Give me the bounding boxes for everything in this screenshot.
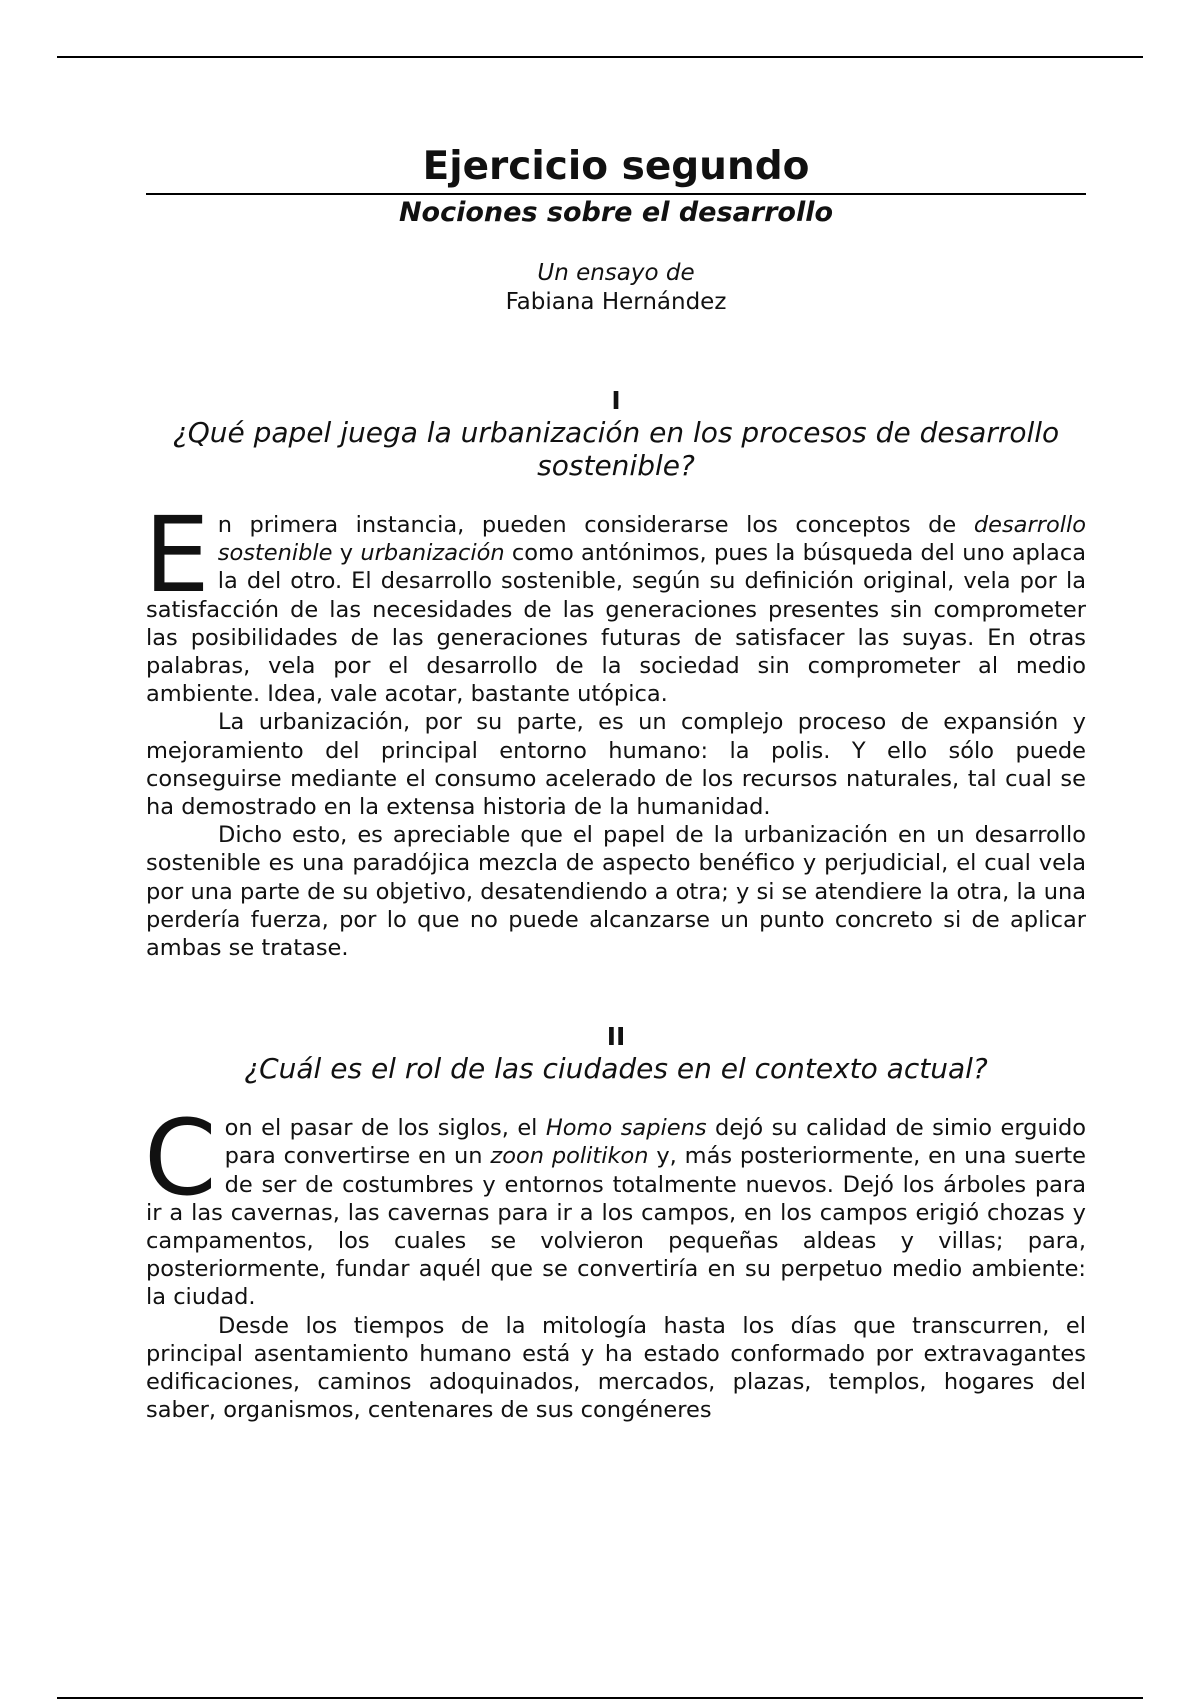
emphasis: zoon politikon (490, 1143, 649, 1170)
text-run: y (332, 540, 361, 567)
text-run: on el pasar de los siglos, el (224, 1115, 546, 1142)
section-body (144, 494, 1086, 962)
text-run: dejó su calidad de simio erguido para convertirse en un (224, 1115, 1087, 1170)
drop-cap: E (144, 494, 210, 616)
byline (146, 259, 1086, 317)
document-title: Ejercicio segundo (422, 144, 810, 189)
paragraph: La urbanización, por su parte, es un complejo proceso de expansión y mejoramiento del principal entorno humano: la polis. Y ello sólo puede conseguirse mediante el consumo acelerado de los recursos naturales, tal cual se ha demostrado en la extensa historia de la humanidad. (146, 709, 1086, 821)
text-run: como antónimos, pues la búsqueda del uno aplaca la del otro. El desarrollo sostenible, según su definición original, vela por la satisfacción de las necesidades de las generaciones presentes sin comprometer las posibilidades de las generaciones futuras de satisfacer las suyas. En otras palabras, vela por el desarrollo de la sociedad sin comprometer al medio ambiente. Idea, vale acotar, bastante utópica. (146, 540, 1086, 708)
drop-cap: C (144, 1097, 217, 1220)
paragraph: Desde los tiempos de la mitología hasta los días que transcurren, el principal asentamiento humano está y ha estado conformado por extravagantes edificaciones, caminos adoquinados, mercados, plazas, templos, hogares del saber, organismos, centenares de sus congéneres (146, 1312, 1086, 1424)
paragraph: Dicho esto, es apreciable que el papel de la urbanización en un desarrollo sostenible es una paradójica mezcla de aspecto benéfico y perjudicial, el cual vela por una parte de su objetivo, desatendiendo a otra; y si se atendiere la otra, la una perdería fuerza, por lo que no puede alcanzarse un punto concreto si de aplicar ambas se tratase. (146, 822, 1086, 962)
header-rule (57, 56, 1143, 58)
document-subtitle: Nociones sobre el desarrollo (398, 197, 834, 228)
section-body (144, 1097, 1087, 1424)
paragraph (144, 494, 1086, 708)
section-question: ¿Qué papel juega la urbanización en los procesos de desarrollo sostenible? (172, 416, 1060, 482)
section-2 (146, 1022, 1086, 1424)
emphasis: urbanización (360, 540, 505, 567)
section-number: I (611, 386, 621, 415)
paragraph (144, 1097, 1087, 1311)
section-question: ¿Cuál es el rol de las ciudades en el contexto actual? (244, 1052, 988, 1086)
author-name: Fabiana Hernández (505, 289, 727, 315)
footer-rule (57, 1697, 1143, 1699)
emphasis: desarrollo sostenible (217, 512, 1086, 567)
text-run: y, más posteriormente, en una suerte de ser de costumbres y entornos totalmente nuevos. Dejó los árboles para ir a las cavernas, las cavernas para ir a los campos, en los campos erigió chozas y campamentos, los cuales se volvieron pequeñas aldeas y villas; para, posteriormente, fundar aquél que se convertiría en su perpetuo medio ambiente: la ciudad. (146, 1143, 1086, 1311)
title-underline (146, 193, 1086, 195)
section-number: II (606, 1022, 626, 1052)
byline-prefix: Un ensayo de (537, 260, 695, 286)
text-run: n primera instancia, pueden considerarse los conceptos de (217, 512, 974, 538)
section-1 (146, 386, 1086, 962)
emphasis: Homo sapiens (545, 1115, 707, 1142)
document-page (146, 143, 1086, 1424)
